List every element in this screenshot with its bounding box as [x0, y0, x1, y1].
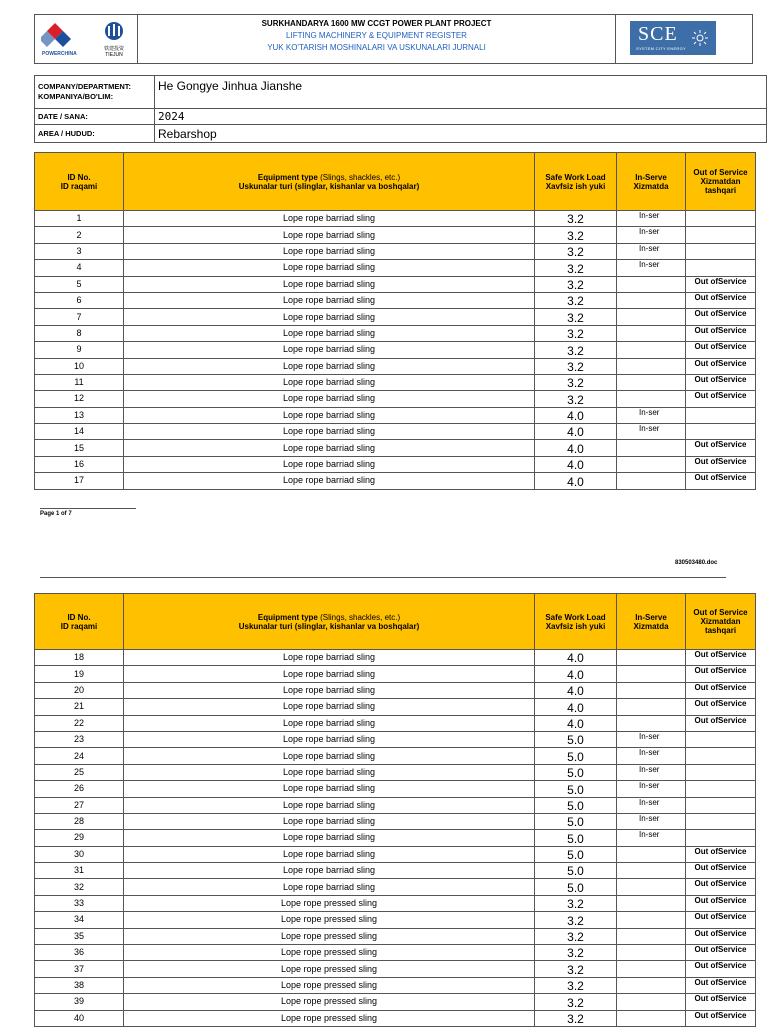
cell-out-of-service	[686, 243, 756, 259]
cell-out-of-service	[686, 424, 756, 440]
cell-equipment-type: Lope rope barriad sling	[124, 243, 535, 259]
table-row	[35, 797, 756, 813]
cell-out-of-service: Out ofService	[686, 945, 756, 961]
cell-safe-work-load: 3.2	[535, 977, 617, 993]
table-row	[35, 650, 756, 666]
cell-equipment-type: Lope rope barriad sling	[124, 342, 535, 358]
table-row	[35, 912, 756, 928]
cell-out-of-service: Out ofService	[686, 374, 756, 390]
cell-out-of-service: Out ofService	[686, 276, 756, 292]
table-row	[35, 813, 756, 829]
cell-out-of-service: Out ofService	[686, 879, 756, 895]
cell-equipment-type: Lope rope pressed sling	[124, 961, 535, 977]
cell-out-of-service: Out ofService	[686, 325, 756, 341]
cell-equipment-type: Lope rope barriad sling	[124, 374, 535, 390]
cell-id: 24	[35, 748, 124, 764]
cell-in-service	[617, 961, 686, 977]
cell-id: 37	[35, 961, 124, 977]
cell-safe-work-load: 4.0	[535, 424, 617, 440]
cell-out-of-service	[686, 731, 756, 747]
cell-id: 22	[35, 715, 124, 731]
cell-safe-work-load: 3.2	[535, 276, 617, 292]
cell-in-service	[617, 309, 686, 325]
cell-equipment-type: Lope rope barriad sling	[124, 440, 535, 456]
cell-safe-work-load: 5.0	[535, 813, 617, 829]
cell-in-service	[617, 374, 686, 390]
cell-in-service	[617, 292, 686, 308]
cell-equipment-type: Lope rope barriad sling	[124, 748, 535, 764]
cell-safe-work-load: 3.2	[535, 325, 617, 341]
cell-out-of-service: Out ofService	[686, 912, 756, 928]
cell-safe-work-load: 3.2	[535, 358, 617, 374]
table-row	[35, 895, 756, 911]
area-value: Rebarshop	[155, 125, 767, 143]
cell-id: 10	[35, 358, 124, 374]
cell-safe-work-load: 3.2	[535, 260, 617, 276]
sce-logo-subtext: SYSTEM CITY ENERGY	[636, 46, 687, 51]
table-row	[35, 781, 756, 797]
cell-in-service: In-ser	[617, 260, 686, 276]
cell-equipment-type: Lope rope barriad sling	[124, 358, 535, 374]
table-row	[35, 994, 756, 1010]
table-row	[35, 977, 756, 993]
cell-in-service	[617, 912, 686, 928]
cell-id: 11	[35, 374, 124, 390]
cell-safe-work-load: 3.2	[535, 211, 617, 227]
cell-in-service: In-ser	[617, 764, 686, 780]
cell-id: 17	[35, 473, 124, 489]
cell-in-service	[617, 863, 686, 879]
cell-out-of-service	[686, 211, 756, 227]
table-row	[35, 1010, 756, 1026]
header-safe-work-load: Safe Work Load Xavfsiz ish yuki	[535, 153, 617, 211]
table-row	[35, 879, 756, 895]
header-id: ID No. ID raqami	[35, 594, 124, 650]
cell-out-of-service: Out ofService	[686, 895, 756, 911]
cell-id: 15	[35, 440, 124, 456]
sun-icon	[690, 29, 710, 47]
sce-logo	[630, 21, 716, 55]
table-row	[35, 961, 756, 977]
cell-equipment-type: Lope rope barriad sling	[124, 764, 535, 780]
cell-id: 36	[35, 945, 124, 961]
cell-equipment-type: Lope rope barriad sling	[124, 292, 535, 308]
header-equipment-type: Equipment type (Slings, shackles, etc.) Uskunalar turi (slinglar, kishanlar va boshqalar)	[124, 594, 535, 650]
cell-out-of-service: Out ofService	[686, 342, 756, 358]
cell-safe-work-load: 3.2	[535, 309, 617, 325]
cell-safe-work-load: 5.0	[535, 797, 617, 813]
cell-safe-work-load: 4.0	[535, 407, 617, 423]
cell-safe-work-load: 3.2	[535, 342, 617, 358]
page-divider	[40, 577, 726, 578]
cell-equipment-type: Lope rope barriad sling	[124, 407, 535, 423]
cell-safe-work-load: 4.0	[535, 650, 617, 666]
cell-out-of-service	[686, 813, 756, 829]
cell-safe-work-load: 3.2	[535, 928, 617, 944]
cell-id: 26	[35, 781, 124, 797]
cell-in-service	[617, 342, 686, 358]
cell-equipment-type: Lope rope barriad sling	[124, 391, 535, 407]
company-value: He Gongye Jinhua Jianshe	[155, 76, 767, 109]
register-title: LIFTING MACHINERY & EQUIPMENT REGISTER	[286, 31, 467, 40]
cell-in-service: In-ser	[617, 830, 686, 846]
table-row	[35, 292, 756, 308]
cell-out-of-service: Out ofService	[686, 440, 756, 456]
cell-in-service	[617, 994, 686, 1010]
cell-safe-work-load: 4.0	[535, 473, 617, 489]
table-row	[35, 456, 756, 472]
cell-equipment-type: Lope rope barriad sling	[124, 325, 535, 341]
cell-out-of-service: Out ofService	[686, 863, 756, 879]
cell-in-service: In-ser	[617, 813, 686, 829]
cell-id: 34	[35, 912, 124, 928]
tiejun-cn-text: 铁建投资	[103, 46, 124, 52]
cell-out-of-service: Out ofService	[686, 977, 756, 993]
header-safe-work-load: Safe Work Load Xavfsiz ish yuki	[535, 594, 617, 650]
cell-id: 4	[35, 260, 124, 276]
cell-safe-work-load: 4.0	[535, 699, 617, 715]
cell-out-of-service: Out ofService	[686, 309, 756, 325]
cell-equipment-type: Lope rope pressed sling	[124, 912, 535, 928]
table-row	[35, 227, 756, 243]
cell-in-service: In-ser	[617, 407, 686, 423]
cell-safe-work-load: 5.0	[535, 846, 617, 862]
cell-out-of-service: Out ofService	[686, 358, 756, 374]
logo-cell	[35, 15, 138, 63]
cell-equipment-type: Lope rope pressed sling	[124, 945, 535, 961]
cell-safe-work-load: 5.0	[535, 830, 617, 846]
cell-equipment-type: Lope rope barriad sling	[124, 682, 535, 698]
cell-equipment-type: Lope rope barriad sling	[124, 731, 535, 747]
cell-in-service	[617, 715, 686, 731]
date-value: 2024	[155, 109, 767, 125]
table-row	[35, 342, 756, 358]
cell-out-of-service: Out ofService	[686, 391, 756, 407]
cell-id: 12	[35, 391, 124, 407]
header-out-of-service: Out of Service Xizmatdan tashqari	[686, 153, 756, 211]
cell-id: 5	[35, 276, 124, 292]
table-row	[35, 440, 756, 456]
cell-id: 27	[35, 797, 124, 813]
tiejun-emblem-icon	[97, 21, 131, 41]
cell-id: 2	[35, 227, 124, 243]
cell-in-service	[617, 456, 686, 472]
cell-in-service	[617, 928, 686, 944]
cell-equipment-type: Lope rope barriad sling	[124, 863, 535, 879]
cell-id: 8	[35, 325, 124, 341]
cell-equipment-type: Lope rope barriad sling	[124, 473, 535, 489]
cell-equipment-type: Lope rope barriad sling	[124, 666, 535, 682]
cell-equipment-type: Lope rope barriad sling	[124, 715, 535, 731]
cell-in-service	[617, 895, 686, 911]
cell-out-of-service: Out ofService	[686, 1010, 756, 1026]
cell-safe-work-load: 5.0	[535, 781, 617, 797]
table-row	[35, 666, 756, 682]
company-label	[35, 76, 155, 109]
cell-in-service	[617, 977, 686, 993]
cell-id: 16	[35, 456, 124, 472]
cell-equipment-type: Lope rope pressed sling	[124, 977, 535, 993]
cell-safe-work-load: 5.0	[535, 731, 617, 747]
cell-safe-work-load: 3.2	[535, 374, 617, 390]
table-row	[35, 407, 756, 423]
cell-in-service	[617, 699, 686, 715]
table-row	[35, 764, 756, 780]
cell-id: 30	[35, 846, 124, 862]
cell-in-service	[617, 879, 686, 895]
cell-in-service	[617, 650, 686, 666]
cell-in-service	[617, 391, 686, 407]
cell-equipment-type: Lope rope pressed sling	[124, 994, 535, 1010]
cell-in-service: In-ser	[617, 731, 686, 747]
table-row	[35, 374, 756, 390]
cell-in-service	[617, 276, 686, 292]
table-row	[35, 260, 756, 276]
cell-out-of-service: Out ofService	[686, 666, 756, 682]
table-row	[35, 715, 756, 731]
cell-safe-work-load: 3.2	[535, 912, 617, 928]
cell-out-of-service: Out ofService	[686, 699, 756, 715]
cell-out-of-service: Out ofService	[686, 715, 756, 731]
cell-id: 6	[35, 292, 124, 308]
tiejun-text: TIEJUN	[105, 52, 123, 58]
cell-id: 35	[35, 928, 124, 944]
cell-equipment-type: Lope rope barriad sling	[124, 797, 535, 813]
cell-out-of-service: Out ofService	[686, 961, 756, 977]
table-row	[35, 945, 756, 961]
cell-id: 38	[35, 977, 124, 993]
cell-safe-work-load: 4.0	[535, 715, 617, 731]
cell-in-service	[617, 682, 686, 698]
cell-id: 31	[35, 863, 124, 879]
cell-safe-work-load: 3.2	[535, 1010, 617, 1026]
cell-safe-work-load: 5.0	[535, 863, 617, 879]
cell-id: 40	[35, 1010, 124, 1026]
cell-in-service: In-ser	[617, 424, 686, 440]
cell-equipment-type: Lope rope barriad sling	[124, 309, 535, 325]
cell-equipment-type: Lope rope pressed sling	[124, 928, 535, 944]
document-header	[34, 14, 753, 64]
cell-out-of-service	[686, 407, 756, 423]
cell-id: 29	[35, 830, 124, 846]
cell-out-of-service	[686, 781, 756, 797]
cell-safe-work-load: 3.2	[535, 945, 617, 961]
cell-equipment-type: Lope rope barriad sling	[124, 650, 535, 666]
cell-equipment-type: Lope rope barriad sling	[124, 781, 535, 797]
svg-text:POWERCHINA: POWERCHINA	[42, 51, 77, 57]
table-row	[35, 358, 756, 374]
tiejun-logo	[97, 21, 131, 57]
cell-id: 33	[35, 895, 124, 911]
cell-id: 9	[35, 342, 124, 358]
cell-in-service	[617, 945, 686, 961]
cell-in-service	[617, 440, 686, 456]
cell-safe-work-load: 5.0	[535, 879, 617, 895]
cell-equipment-type: Lope rope barriad sling	[124, 424, 535, 440]
table-row	[35, 309, 756, 325]
cell-id: 7	[35, 309, 124, 325]
equipment-table-page2	[34, 593, 756, 1027]
cell-safe-work-load: 5.0	[535, 764, 617, 780]
cell-out-of-service: Out ofService	[686, 994, 756, 1010]
cell-safe-work-load: 4.0	[535, 666, 617, 682]
cell-equipment-type: Lope rope barriad sling	[124, 813, 535, 829]
table-row	[35, 748, 756, 764]
sce-logo-text: SCE	[638, 23, 678, 45]
cell-equipment-type: Lope rope barriad sling	[124, 830, 535, 846]
cell-equipment-type: Lope rope barriad sling	[124, 276, 535, 292]
table-row	[35, 846, 756, 862]
cell-in-service	[617, 666, 686, 682]
cell-equipment-type: Lope rope barriad sling	[124, 227, 535, 243]
table-row	[35, 243, 756, 259]
register-title-uz: YUK KO'TARISH MOSHINALARI VA USKUNALARI JURNALI	[267, 43, 486, 52]
cell-in-service	[617, 846, 686, 862]
table-row	[35, 682, 756, 698]
cell-in-service: In-ser	[617, 781, 686, 797]
table-row	[35, 276, 756, 292]
cell-safe-work-load: 3.2	[535, 243, 617, 259]
area-label: AREA / HUDUD:	[35, 125, 155, 143]
table-row	[35, 424, 756, 440]
company-label-en: COMPANY/DEPARTMENT:	[38, 82, 132, 91]
cell-id: 18	[35, 650, 124, 666]
cell-equipment-type: Lope rope barriad sling	[124, 846, 535, 862]
cell-id: 25	[35, 764, 124, 780]
cell-id: 3	[35, 243, 124, 259]
table-row	[35, 928, 756, 944]
cell-equipment-type: Lope rope barriad sling	[124, 456, 535, 472]
cell-in-service	[617, 358, 686, 374]
cell-in-service: In-ser	[617, 227, 686, 243]
table-row	[35, 391, 756, 407]
header-in-service: In-Serve Xizmatda	[617, 153, 686, 211]
table-row	[35, 211, 756, 227]
cell-in-service: In-ser	[617, 211, 686, 227]
header-equipment-type: Equipment type (Slings, shackles, etc.) Uskunalar turi (slinglar, kishanlar va boshqalar)	[124, 153, 535, 211]
cell-id: 14	[35, 424, 124, 440]
cell-in-service: In-ser	[617, 243, 686, 259]
cell-out-of-service	[686, 260, 756, 276]
cell-id: 23	[35, 731, 124, 747]
cell-id: 1	[35, 211, 124, 227]
cell-out-of-service	[686, 830, 756, 846]
cell-id: 28	[35, 813, 124, 829]
date-label: DATE / SANA:	[35, 109, 155, 125]
cell-equipment-type: Lope rope pressed sling	[124, 895, 535, 911]
page-number: Page 1 of 7	[40, 508, 136, 517]
cell-out-of-service: Out ofService	[686, 682, 756, 698]
cell-id: 19	[35, 666, 124, 682]
cell-out-of-service: Out ofService	[686, 473, 756, 489]
cell-id: 20	[35, 682, 124, 698]
cell-equipment-type: Lope rope barriad sling	[124, 211, 535, 227]
sce-logo-cell	[615, 15, 752, 63]
cell-out-of-service: Out ofService	[686, 846, 756, 862]
table-row	[35, 731, 756, 747]
cell-out-of-service: Out ofService	[686, 292, 756, 308]
table-row	[35, 473, 756, 489]
info-table	[34, 75, 767, 143]
company-label-uz: KOMPANIYA/BO'LIM:	[38, 92, 114, 101]
document-reference: 830503480.doc	[675, 560, 718, 566]
cell-safe-work-load: 4.0	[535, 456, 617, 472]
header-id: ID No. ID raqami	[35, 153, 124, 211]
cell-equipment-type: Lope rope pressed sling	[124, 1010, 535, 1026]
cell-id: 21	[35, 699, 124, 715]
cell-equipment-type: Lope rope barriad sling	[124, 260, 535, 276]
cell-safe-work-load: 3.2	[535, 895, 617, 911]
cell-id: 32	[35, 879, 124, 895]
project-title: SURKHANDARYA 1600 MW CCGT POWER PLANT PROJECT	[261, 19, 492, 28]
cell-safe-work-load: 4.0	[535, 440, 617, 456]
cell-safe-work-load: 5.0	[535, 748, 617, 764]
header-out-of-service: Out of Service Xizmatdan tashqari	[686, 594, 756, 650]
cell-in-service	[617, 1010, 686, 1026]
cell-out-of-service	[686, 227, 756, 243]
cell-id: 13	[35, 407, 124, 423]
equipment-table-page1	[34, 152, 756, 490]
cell-out-of-service	[686, 748, 756, 764]
header-titles	[138, 18, 615, 54]
cell-safe-work-load: 4.0	[535, 682, 617, 698]
table-row	[35, 325, 756, 341]
cell-safe-work-load: 3.2	[535, 994, 617, 1010]
cell-safe-work-load: 3.2	[535, 391, 617, 407]
cell-id: 39	[35, 994, 124, 1010]
cell-out-of-service	[686, 764, 756, 780]
table-row	[35, 863, 756, 879]
cell-out-of-service: Out ofService	[686, 650, 756, 666]
cell-in-service: In-ser	[617, 748, 686, 764]
cell-out-of-service: Out ofService	[686, 928, 756, 944]
cell-equipment-type: Lope rope barriad sling	[124, 879, 535, 895]
cell-safe-work-load: 3.2	[535, 227, 617, 243]
cell-in-service: In-ser	[617, 797, 686, 813]
cell-in-service	[617, 473, 686, 489]
cell-safe-work-load: 3.2	[535, 292, 617, 308]
powerchina-logo	[41, 21, 85, 57]
cell-out-of-service	[686, 797, 756, 813]
table-row	[35, 699, 756, 715]
cell-equipment-type: Lope rope barriad sling	[124, 699, 535, 715]
header-in-service: In-Serve Xizmatda	[617, 594, 686, 650]
cell-in-service	[617, 325, 686, 341]
cell-safe-work-load: 3.2	[535, 961, 617, 977]
cell-out-of-service: Out ofService	[686, 456, 756, 472]
table-row	[35, 830, 756, 846]
